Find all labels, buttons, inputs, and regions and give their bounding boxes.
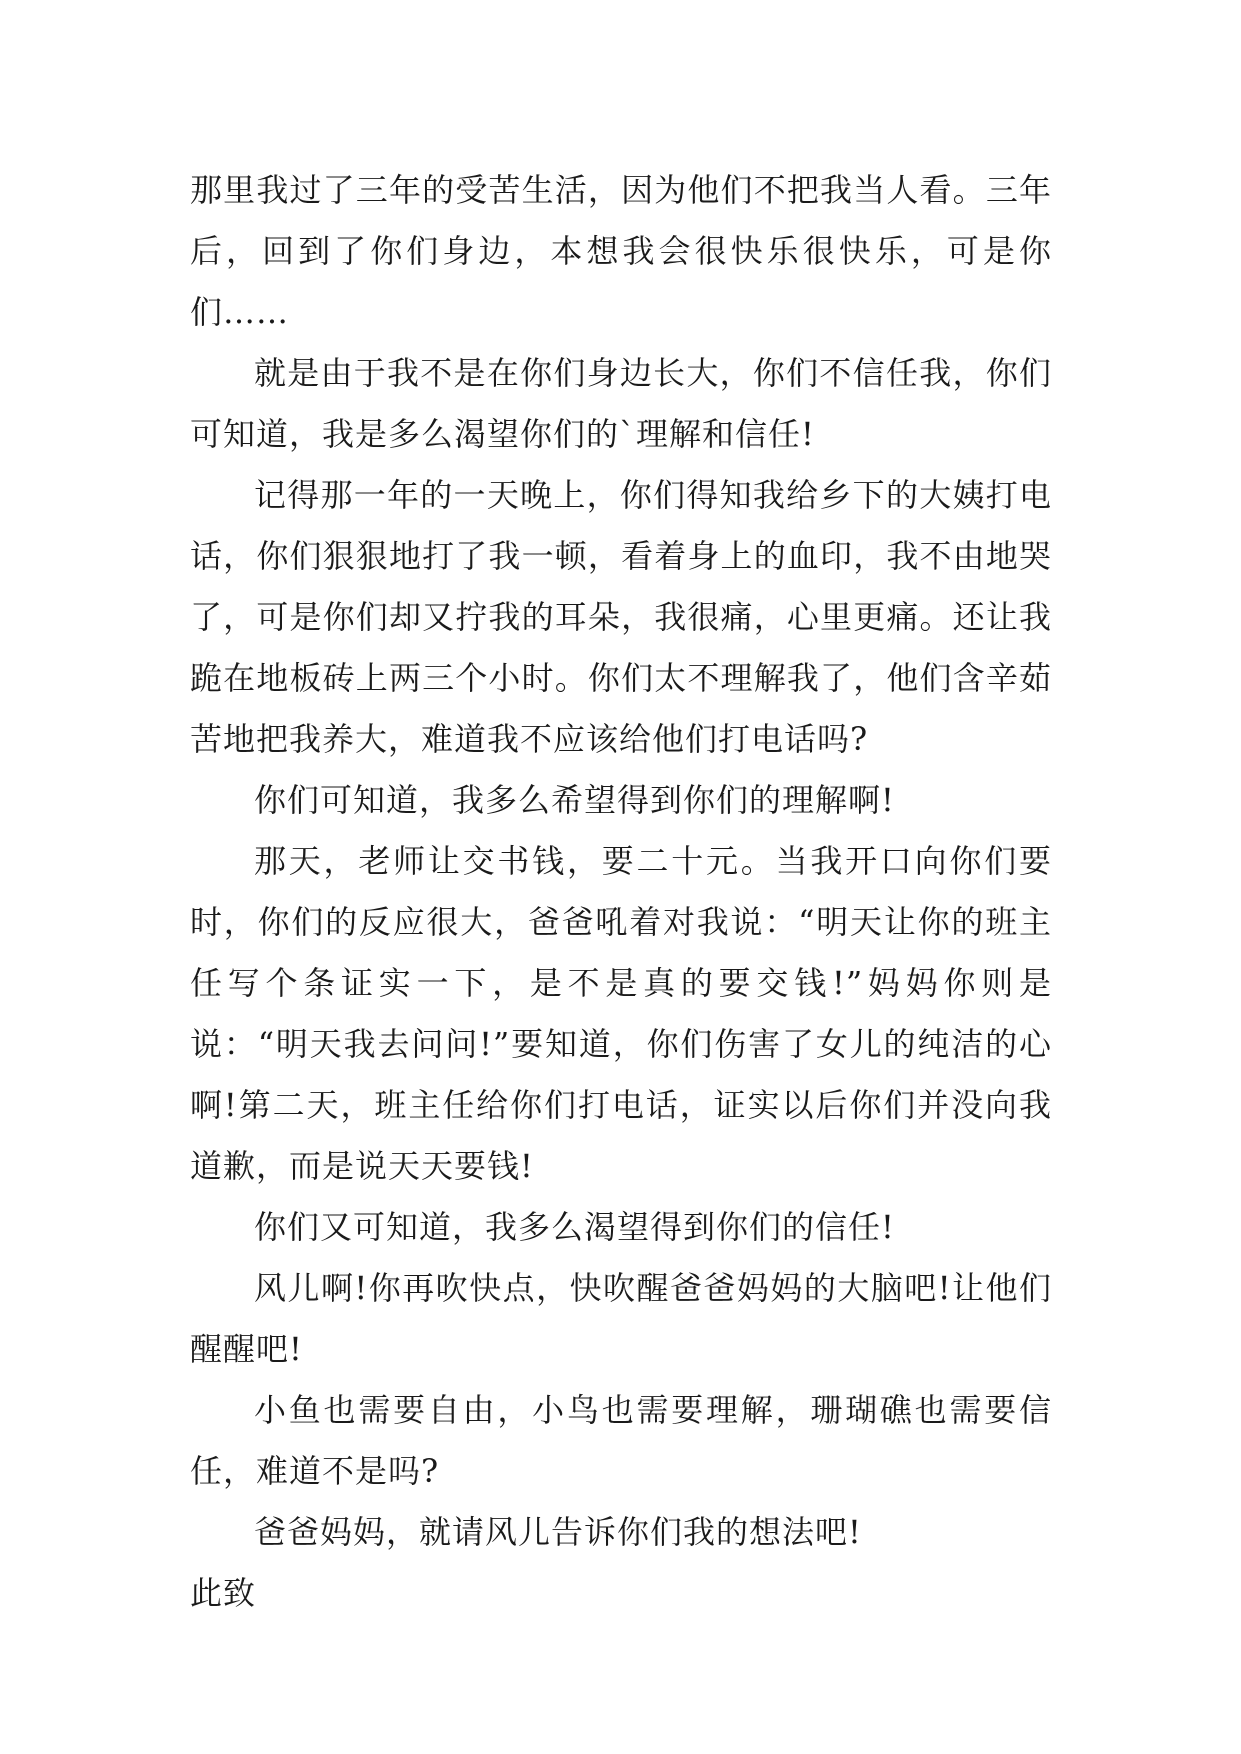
paragraph-9: 爸爸妈妈，就请风儿告诉你们我的想法吧! (254, 1513, 862, 1551)
document-body (190, 160, 1052, 1624)
paragraph-4: 你们可知道，我多么希望得到你们的理解啊! (254, 781, 895, 819)
closing-salutation: 此致 (190, 1574, 257, 1612)
paragraph-5: 那天，老师让交书钱，要二十元。当我开口向你们要时，你们的反应很大，爸爸吼着对我说：“明天让你的班主任写个条证实一下，是不是真的要交钱!”妈妈你则是说：“明天我去问问!”要知道，你们伤害了女儿的纯洁的心啊!第二天，班主任给你们打电话，证实以后你们并没向我道歉，而是说天天要钱! (190, 842, 1052, 1185)
paragraph-8: 小鱼也需要自由，小鸟也需要理解，珊瑚礁也需要信任，难道不是吗? (190, 1391, 1052, 1490)
paragraph-6: 你们又可知道，我多么渴望得到你们的信任! (254, 1208, 895, 1246)
paragraph-2: 就是由于我不是在你们身边长大，你们不信任我，你们可知道，我是多么渴望你们的`理解和信任! (190, 354, 1052, 453)
paragraph-3: 记得那一年的一天晚上，你们得知我给乡下的大姨打电话，你们狠狠地打了我一顿，看着身上的血印，我不由地哭了，可是你们却又拧我的耳朵，我很痛，心里更痛。还让我跪在地板砖上两三个小时。你们太不理解我了，他们含辛茹苦地把我养大，难道我不应该给他们打电话吗? (190, 476, 1052, 758)
paragraph-1: 那里我过了三年的受苦生活，因为他们不把我当人看。三年后，回到了你们身边，本想我会很快乐很快乐，可是你们…… (190, 171, 1052, 331)
paragraph-7: 风儿啊!你再吹快点，快吹醒爸爸妈妈的大脑吧!让他们醒醒吧! (190, 1269, 1052, 1368)
